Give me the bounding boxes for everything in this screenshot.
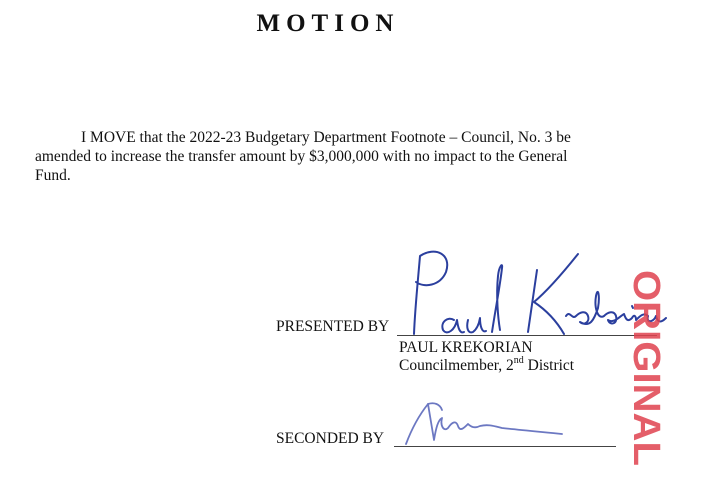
seconded-signature-line [394, 446, 616, 447]
presenter-title-suffix: District [523, 357, 575, 374]
presenter-title-prefix: Councilmember, 2 [399, 357, 514, 374]
motion-line-1: I MOVE that the 2022-23 Budgetary Department Footnote – Council, No. 3 be [81, 129, 571, 146]
motion-line-2: amended to increase the transfer amount by $3,000,000 with no impact to the General [35, 148, 568, 165]
presenter-title-ordinal: nd [513, 355, 524, 366]
document-title: MOTION [256, 10, 400, 37]
original-stamp [620, 268, 678, 468]
motion-line-3: Fund. [35, 167, 71, 184]
presenter-title [399, 357, 574, 375]
svg-text:ORIGINAL: ORIGINAL [625, 270, 667, 456]
presenter-name: PAUL KREKORIAN [399, 339, 533, 356]
seconder-signature [398, 398, 568, 450]
presented-signature-line [397, 335, 657, 336]
presented-by-label: PRESENTED BY [276, 318, 390, 335]
motion-paragraph [35, 128, 635, 185]
seconded-by-label: SECONDED BY [276, 430, 385, 447]
